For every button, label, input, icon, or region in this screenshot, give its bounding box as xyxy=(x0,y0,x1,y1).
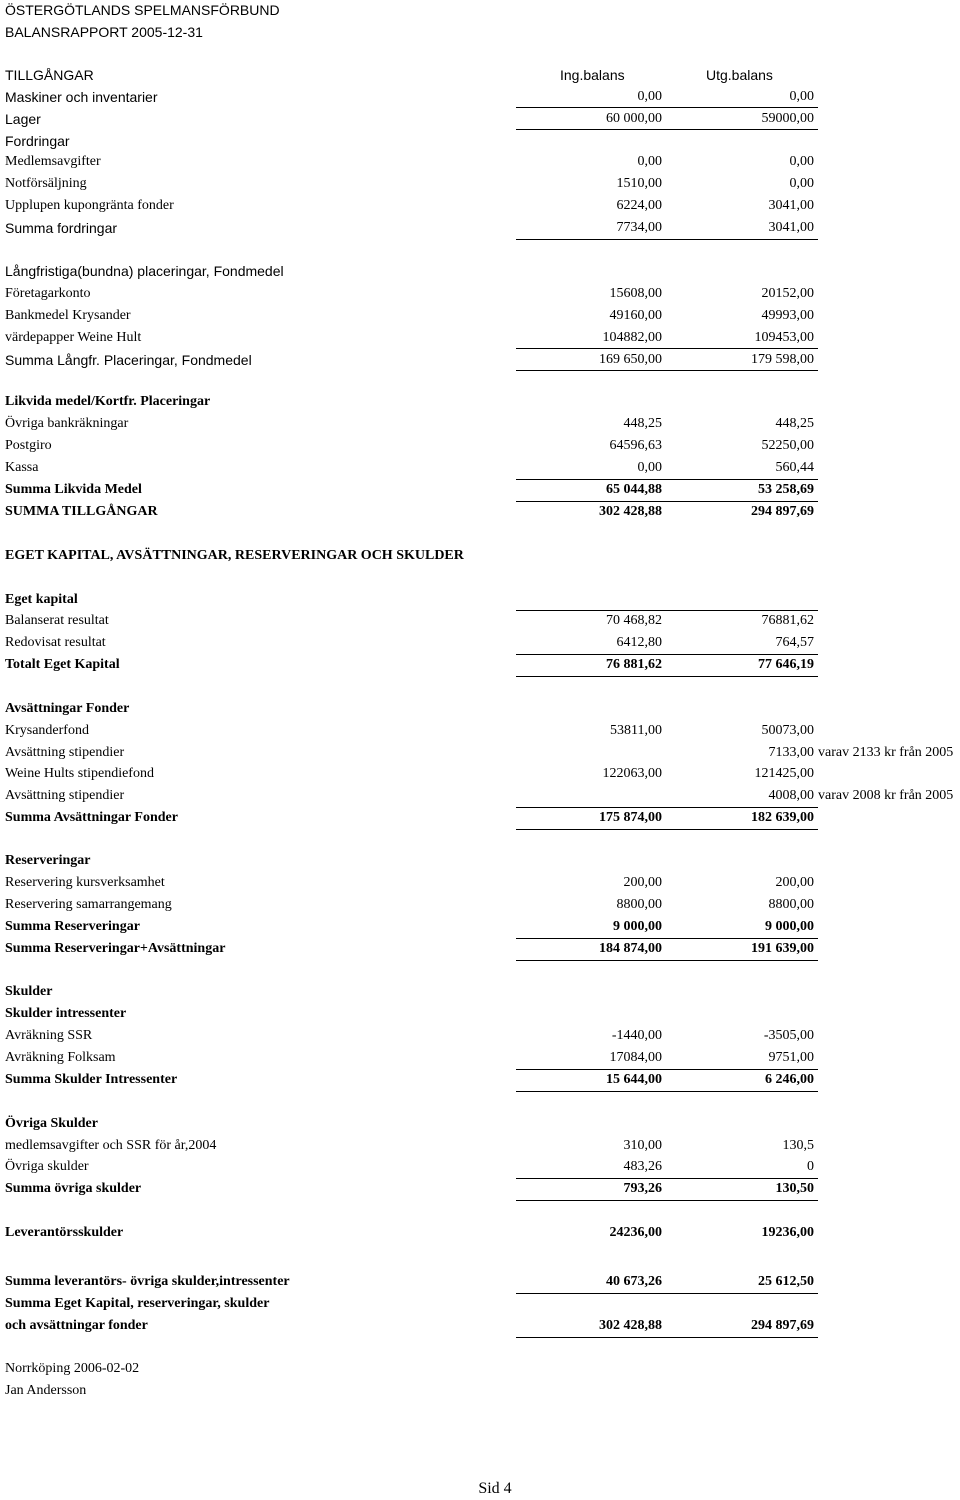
table-row xyxy=(0,807,960,829)
opening-balance-cell: 122063,00 xyxy=(602,766,662,781)
table-row xyxy=(0,850,960,872)
table-row xyxy=(0,1135,960,1157)
closing-balance-cell: 9751,00 xyxy=(768,1050,814,1065)
opening-balance-cell: 7734,00 xyxy=(616,220,662,235)
table-row xyxy=(0,763,960,785)
closing-balance-cell: 9 000,00 xyxy=(765,919,814,934)
opening-balance-cell: 310,00 xyxy=(623,1138,662,1153)
report-title: BALANSRAPPORT 2005-12-31 xyxy=(5,24,203,40)
table-row xyxy=(0,1293,960,1315)
table-row xyxy=(0,130,960,152)
table-row xyxy=(0,589,960,611)
rule xyxy=(516,654,818,655)
row-label: Leverantörsskulder xyxy=(5,1225,124,1240)
row-label: Summa fordringar xyxy=(5,220,118,236)
closing-balance-cell: 49993,00 xyxy=(761,308,814,323)
column-header-closing: Utg.balans xyxy=(706,67,773,83)
rule xyxy=(516,960,818,961)
row-label: Summa Långfr. Placeringar, Fondmedel xyxy=(5,352,252,368)
table-row xyxy=(0,1156,960,1178)
table-row xyxy=(0,349,960,371)
row-label: Avsättning stipendier xyxy=(5,745,125,760)
opening-balance-cell: 793,26 xyxy=(623,1181,662,1196)
rule xyxy=(516,1293,818,1294)
opening-balance-cell: 40 673,26 xyxy=(606,1274,662,1289)
opening-balance-cell: 184 874,00 xyxy=(599,941,662,956)
row-label: Balanserat resultat xyxy=(5,613,109,628)
row-label: Avräkning Folksam xyxy=(5,1050,116,1065)
row-label: Summa Reserveringar xyxy=(5,919,140,934)
row-label: Redovisat resultat xyxy=(5,635,106,650)
table-row xyxy=(0,1380,960,1402)
closing-balance-cell: 77 646,19 xyxy=(758,657,814,672)
table-row xyxy=(0,327,960,349)
rule xyxy=(516,501,818,502)
closing-balance-cell: 121425,00 xyxy=(754,766,814,781)
table-row xyxy=(0,1069,960,1091)
rule xyxy=(516,370,818,371)
table-row xyxy=(0,720,960,742)
rule xyxy=(516,129,818,130)
closing-balance-cell: 560,44 xyxy=(775,460,814,475)
row-label: EGET KAPITAL, AVSÄTTNINGAR, RESERVERINGAR OCH SKULDER xyxy=(5,548,464,563)
opening-balance-cell: 483,26 xyxy=(623,1159,662,1174)
row-label: Reserveringar xyxy=(5,853,91,868)
table-row xyxy=(0,785,960,807)
row-label: Eget kapital xyxy=(5,592,78,607)
closing-balance-cell: 19236,00 xyxy=(761,1225,814,1240)
opening-balance-cell: -1440,00 xyxy=(611,1028,662,1043)
row-label: värdepapper Weine Hult xyxy=(5,330,142,345)
rule xyxy=(516,1091,818,1092)
table-row xyxy=(0,872,960,894)
table-row xyxy=(0,1222,960,1244)
closing-balance-cell: 3041,00 xyxy=(768,220,814,235)
row-label: Avsättning stipendier xyxy=(5,788,125,803)
closing-balance-cell: 130,5 xyxy=(782,1138,814,1153)
table-row xyxy=(0,1003,960,1025)
table-row xyxy=(0,742,960,764)
row-label: Jan Andersson xyxy=(5,1383,87,1398)
opening-balance-cell: 76 881,62 xyxy=(606,657,662,672)
row-label: Fordringar xyxy=(5,133,70,149)
closing-balance-cell: 294 897,69 xyxy=(751,504,814,519)
row-label: SUMMA TILLGÅNGAR xyxy=(5,504,158,519)
row-label: Avräkning SSR xyxy=(5,1028,93,1043)
row-note: varav 2008 kr från 2005 xyxy=(818,788,954,803)
closing-balance-cell: 109453,00 xyxy=(754,330,814,345)
row-label: Reservering samarrangemang xyxy=(5,897,172,912)
closing-balance-cell: 0,00 xyxy=(789,154,814,169)
closing-balance-cell: 191 639,00 xyxy=(751,941,814,956)
row-note: varav 2133 kr från 2005 xyxy=(818,745,954,760)
rule xyxy=(516,1178,818,1179)
row-label: Övriga bankräkningar xyxy=(5,416,129,431)
table-row xyxy=(0,1271,960,1293)
rule xyxy=(516,107,818,108)
table-row xyxy=(0,195,960,217)
row-label: Övriga skulder xyxy=(5,1159,89,1174)
table-row xyxy=(0,1358,960,1380)
table-row xyxy=(0,151,960,173)
table-row xyxy=(0,217,960,239)
row-label: Upplupen kupongränta fonder xyxy=(5,198,174,213)
table-row xyxy=(0,283,960,305)
column-header-row xyxy=(0,64,960,86)
row-label: Postgiro xyxy=(5,438,52,453)
rule xyxy=(516,829,818,830)
table-row xyxy=(0,545,960,567)
closing-balance-cell: 200,00 xyxy=(775,875,814,890)
table-row xyxy=(0,1047,960,1069)
opening-balance-cell: 9 000,00 xyxy=(613,919,662,934)
page-number-text: Sid 4 xyxy=(478,1480,512,1497)
row-label: Avsättningar Fonder xyxy=(5,701,130,716)
rule xyxy=(516,239,818,240)
opening-balance-cell: 448,25 xyxy=(623,416,662,431)
row-label: Kassa xyxy=(5,460,39,475)
row-label: Summa Skulder Intressenter xyxy=(5,1072,178,1087)
opening-balance-cell: 6224,00 xyxy=(616,198,662,213)
table-row xyxy=(0,1025,960,1047)
page-number xyxy=(0,1480,960,1498)
table-row xyxy=(0,698,960,720)
rule xyxy=(516,676,818,677)
opening-balance-cell: 0,00 xyxy=(637,460,662,475)
closing-balance-cell: 294 897,69 xyxy=(751,1318,814,1333)
row-label: Skulder xyxy=(5,984,53,999)
table-row xyxy=(0,1315,960,1337)
opening-balance-cell: 302 428,88 xyxy=(599,504,662,519)
column-header-opening: Ing.balans xyxy=(560,67,625,83)
closing-balance-cell: 50073,00 xyxy=(761,723,814,738)
row-label: Företagarkonto xyxy=(5,286,91,301)
opening-balance-cell: 64596,63 xyxy=(609,438,662,453)
closing-balance-cell: 7133,00 xyxy=(768,745,814,760)
row-label: Långfristiga(bundna) placeringar, Fondmedel xyxy=(5,263,284,279)
rule xyxy=(516,1200,818,1201)
closing-balance-cell: 52250,00 xyxy=(761,438,814,453)
closing-balance-cell: 130,50 xyxy=(775,1181,814,1196)
opening-balance-cell: 70 468,82 xyxy=(606,613,662,628)
closing-balance-cell: 3041,00 xyxy=(768,198,814,213)
opening-balance-cell: 49160,00 xyxy=(609,308,662,323)
closing-balance-cell: -3505,00 xyxy=(763,1028,814,1043)
opening-balance-cell: 60 000,00 xyxy=(606,111,662,126)
table-row xyxy=(0,894,960,916)
closing-balance-cell: 4008,00 xyxy=(768,788,814,803)
opening-balance-cell: 15608,00 xyxy=(609,286,662,301)
closing-balance-cell: 25 612,50 xyxy=(758,1274,814,1289)
closing-balance-cell: 20152,00 xyxy=(761,286,814,301)
row-label: Summa Eget Kapital, reserveringar, skulder xyxy=(5,1296,270,1311)
row-label: Norrköping 2006-02-02 xyxy=(5,1361,140,1376)
row-label: och avsättningar fonder xyxy=(5,1318,148,1333)
row-label: Krysanderfond xyxy=(5,723,89,738)
row-label: Summa Likvida Medel xyxy=(5,482,142,497)
rule xyxy=(516,938,818,939)
opening-balance-cell: 175 874,00 xyxy=(599,810,662,825)
opening-balance-cell: 200,00 xyxy=(623,875,662,890)
table-row xyxy=(0,391,960,413)
closing-balance-cell: 448,25 xyxy=(775,416,814,431)
opening-balance-cell: 65 044,88 xyxy=(606,482,662,497)
row-label: Övriga Skulder xyxy=(5,1116,98,1131)
row-label: Likvida medel/Kortfr. Placeringar xyxy=(5,394,211,409)
table-row xyxy=(0,86,960,108)
section-heading-assets: TILLGÅNGAR xyxy=(5,67,94,83)
row-label: Summa Avsättningar Fonder xyxy=(5,810,178,825)
opening-balance-cell: 0,00 xyxy=(637,89,662,104)
opening-balance-cell: 6412,80 xyxy=(616,635,662,650)
closing-balance-cell: 53 258,69 xyxy=(758,482,814,497)
closing-balance-cell: 0 xyxy=(807,1159,814,1174)
closing-balance-cell: 8800,00 xyxy=(768,897,814,912)
opening-balance-cell: 0,00 xyxy=(637,154,662,169)
rule xyxy=(516,479,818,480)
closing-balance-cell: 179 598,00 xyxy=(751,352,814,367)
table-row xyxy=(0,938,960,960)
table-row xyxy=(0,501,960,523)
opening-balance-cell: 104882,00 xyxy=(602,330,662,345)
table-row xyxy=(0,435,960,457)
table-row xyxy=(0,654,960,676)
rule xyxy=(516,1069,818,1070)
table-row xyxy=(0,981,960,1003)
opening-balance-cell: 17084,00 xyxy=(609,1050,662,1065)
row-label: Bankmedel Krysander xyxy=(5,308,131,323)
table-row xyxy=(0,1178,960,1200)
row-label: Totalt Eget Kapital xyxy=(5,657,120,672)
row-label: Summa leverantörs- övriga skulder,intressenter xyxy=(5,1274,290,1289)
rule xyxy=(516,807,818,808)
row-label: Weine Hults stipendiefond xyxy=(5,766,154,781)
opening-balance-cell: 302 428,88 xyxy=(599,1318,662,1333)
row-label: Maskiner och inventarier xyxy=(5,89,158,105)
opening-balance-cell: 53811,00 xyxy=(610,723,662,738)
table-row xyxy=(0,305,960,327)
row-label: Notförsäljning xyxy=(5,176,87,191)
table-row xyxy=(0,1113,960,1135)
table-row xyxy=(0,610,960,632)
opening-balance-cell: 15 644,00 xyxy=(606,1072,662,1087)
closing-balance-cell: 0,00 xyxy=(789,176,814,191)
closing-balance-cell: 76881,62 xyxy=(761,613,814,628)
closing-balance-cell: 0,00 xyxy=(789,89,814,104)
opening-balance-cell: 1510,00 xyxy=(616,176,662,191)
closing-balance-cell: 6 246,00 xyxy=(765,1072,814,1087)
opening-balance-cell: 169 650,00 xyxy=(599,352,662,367)
row-label: Summa Reserveringar+Avsättningar xyxy=(5,941,226,956)
table-row xyxy=(0,173,960,195)
row-label: Reservering kursverksamhet xyxy=(5,875,165,890)
opening-balance-cell: 24236,00 xyxy=(609,1225,662,1240)
table-row xyxy=(0,457,960,479)
organization-name: ÖSTERGÖTLANDS SPELMANSFÖRBUND xyxy=(5,2,280,18)
rule xyxy=(516,610,818,611)
closing-balance-cell: 59000,00 xyxy=(761,111,814,126)
table-row xyxy=(0,108,960,130)
table-row xyxy=(0,260,960,282)
closing-balance-cell: 764,57 xyxy=(775,635,814,650)
row-label: medlemsavgifter och SSR för år,2004 xyxy=(5,1138,217,1153)
table-row xyxy=(0,413,960,435)
rule xyxy=(516,1337,818,1338)
row-label: Medlemsavgifter xyxy=(5,154,101,169)
table-row xyxy=(0,916,960,938)
row-label: Skulder intressenter xyxy=(5,1006,127,1021)
closing-balance-cell: 182 639,00 xyxy=(751,810,814,825)
row-label: Lager xyxy=(5,111,41,127)
row-label: Summa övriga skulder xyxy=(5,1181,142,1196)
rule xyxy=(516,348,818,349)
table-row xyxy=(0,479,960,501)
table-row xyxy=(0,632,960,654)
opening-balance-cell: 8800,00 xyxy=(616,897,662,912)
